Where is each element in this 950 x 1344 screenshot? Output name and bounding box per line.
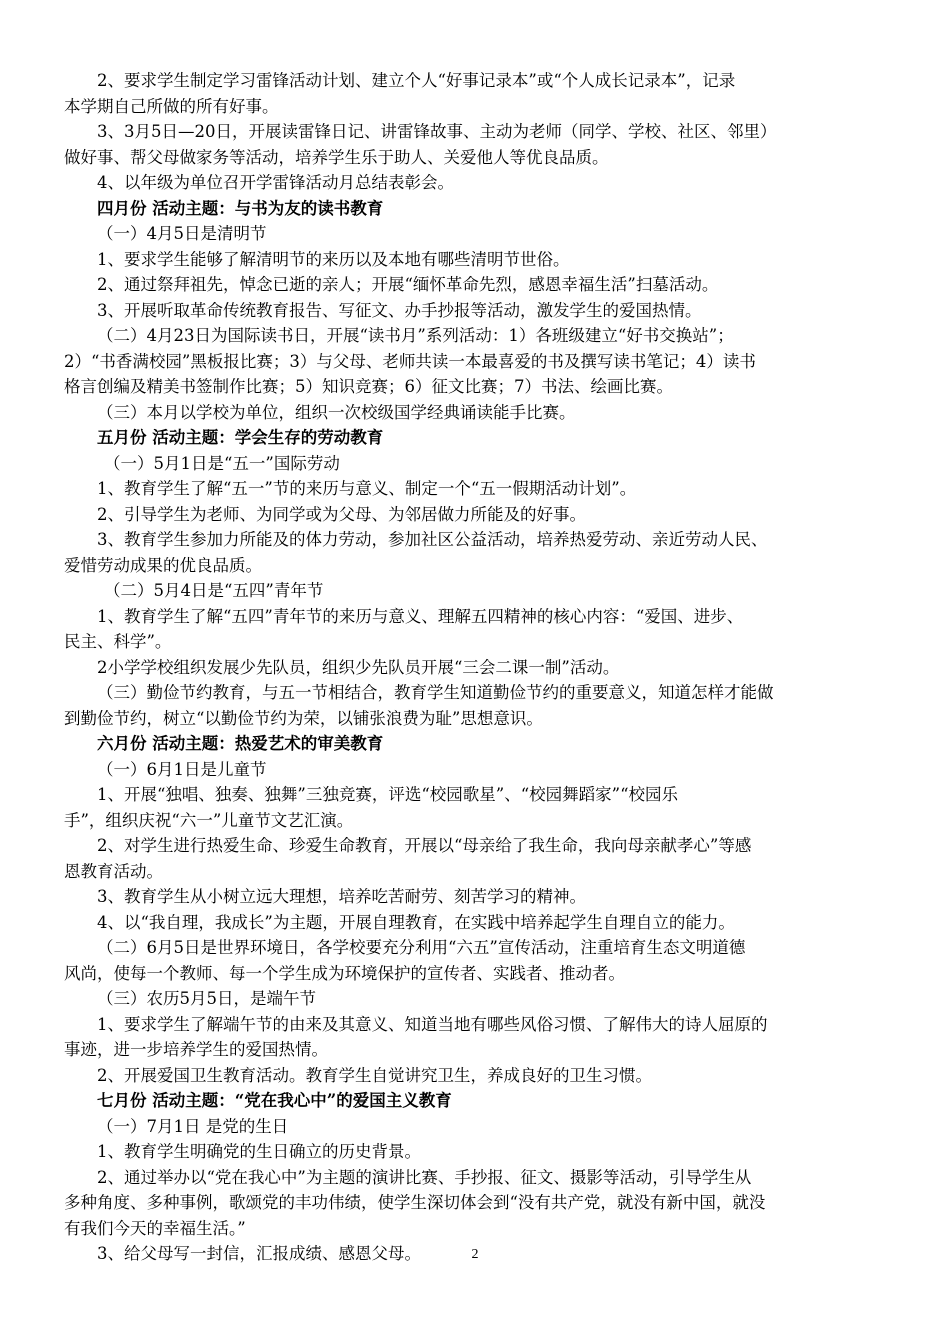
text-line: （二）5月4日是“五四”青年节 <box>104 581 324 600</box>
text-line: （一）6月1日是儿童节 <box>97 759 267 779</box>
text-line: （三）勤俭节约教育，与五一节相结合，教育学生知道勤俭节约的重要意义，知道怎样才能做 <box>97 683 774 702</box>
document-body <box>64 68 888 1267</box>
text-line: （二）6月5日是世界环境日，各学校要充分利用“六五”宣传活动，注重培育生态文明道德 <box>97 938 746 957</box>
section-heading: 四月份 活动主题：与书为友的读书教育 <box>97 198 384 218</box>
section-heading: 五月份 活动主题：学会生存的劳动教育 <box>97 428 384 447</box>
text-line: 2、通过举办以“党在我心中”为主题的演讲比赛、手抄报、征文、摄影等活动，引导学生从 <box>97 1167 752 1187</box>
text-line: 做好事、帮父母做家务等活动，培养学生乐于助人、关爱他人等优良品质。 <box>64 147 609 167</box>
text-line: （一）7月1日 是党的生日 <box>97 1116 289 1136</box>
text-line: 爱惜劳动成果的优良品质。 <box>64 555 262 575</box>
text-line: 2、通过祭拜祖先，悼念已逝的亲人；开展“缅怀革命先烈，感恩幸福生活”扫墓活动。 <box>97 275 719 294</box>
text-line: 1、教育学生明确党的生日确立的历史背景。 <box>97 1142 421 1161</box>
text-line: 有我们今天的幸福生活。” <box>64 1218 246 1238</box>
text-line: （三）农历5月5日，是端午节 <box>97 989 316 1008</box>
text-line: （一）4月5日是清明节 <box>97 224 267 243</box>
text-line: （一）5月1日是“五一”国际劳动 <box>104 453 340 473</box>
text-line: 恩教育活动。 <box>64 861 163 881</box>
text-line: 2）“书香满校园”黑板报比赛；3）与父母、老师共读一本最喜爱的书及撰写读书笔记；4）读书 <box>64 351 756 371</box>
text-line: 事迹，进一步培养学生的爱国热情。 <box>64 1040 328 1059</box>
text-line: 2、开展爱国卫生教育活动。教育学生自觉讲究卫生，养成良好的卫生习惯。 <box>97 1065 652 1085</box>
text-line: 1、教育学生了解“五四”青年节的来历与意义、理解五四精神的核心内容：“爱国、进步、 <box>97 606 744 626</box>
text-line: 本学期自己所做的所有好事。 <box>64 96 279 116</box>
text-line: 民主、科学”。 <box>64 632 172 651</box>
text-line: （三）本月以学校为单位，组织一次校级国学经典诵读能手比赛。 <box>97 402 576 422</box>
text-line: 3、3月5日—20日，开展读雷锋日记、讲雷锋故事、主动为老师（同学、学校、社区、邻里） <box>97 122 777 141</box>
text-line: （二）4月23日为国际读书日，开展“读书月”系列活动：1）各班级建立“好书交换站”； <box>97 326 734 345</box>
text-line: 多种角度、多种事例，歌颂党的丰功伟绩，使学生深切体会到“没有共产党，就没有新中国，就没 <box>64 1193 766 1212</box>
text-line: 1、教育学生了解“五一”节的来历与意义、制定一个“五一假期活动计划”。 <box>97 479 637 498</box>
text-line: 1、开展“独唱、独奏、独舞”三独竞赛，评选“校园歌星”、“校园舞蹈家”“校园乐 <box>97 785 679 804</box>
text-line: 手”，组织庆祝“六一”儿童节文艺汇演。 <box>64 810 354 830</box>
text-line: 3、教育学生参加力所能及的体力劳动，参加社区公益活动，培养热爱劳动、亲近劳动人民、 <box>97 530 768 549</box>
section-heading: 七月份 活动主题：“党在我心中”的爱国主义教育 <box>97 1091 452 1110</box>
page-number: 2 <box>471 1247 479 1262</box>
text-line: 2、对学生进行热爱生命、珍爱生命教育，开展以“母亲给了我生命，我向母亲献孝心”等感 <box>97 836 752 855</box>
text-line: 2、要求学生制定学习雷锋活动计划、建立个人“好事记录本”或“个人成长记录本”，记录 <box>97 71 736 90</box>
text-line: 1、要求学生了解端午节的由来及其意义、知道当地有哪些风俗习惯、了解伟大的诗人屈原的 <box>97 1014 768 1034</box>
text-line: 3、教育学生从小树立远大理想，培养吃苦耐劳、刻苦学习的精神。 <box>97 887 586 906</box>
text-line: 1、要求学生能够了解清明节的来历以及本地有哪些清明节世俗。 <box>97 249 570 269</box>
text-line: 3、给父母写一封信，汇报成绩、感恩父母。 <box>97 1244 421 1263</box>
text-line: 2小学学校组织发展少先队员，组织少先队员开展“三会二课一制”活动。 <box>97 657 620 677</box>
text-line: 到勤俭节约，树立“以勤俭节约为荣，以铺张浪费为耻”思想意识。 <box>64 708 543 728</box>
text-line: 风尚，使每一个教师、每一个学生成为环境保护的宣传者、实践者、推动者。 <box>64 963 625 983</box>
text-line: 4、以“我自理，我成长”为主题，开展自理教育，在实践中培养起学生自理自立的能力。 <box>97 912 735 932</box>
section-heading: 六月份 活动主题：热爱艺术的审美教育 <box>97 734 384 753</box>
text-line: 2、引导学生为老师、为同学或为父母、为邻居做力所能及的好事。 <box>97 504 586 524</box>
text-line: 格言创编及精美书签制作比赛；5）知识竞赛；6）征文比赛；7）书法、绘画比赛。 <box>64 377 673 396</box>
text-line: 3、开展听取革命传统教育报告、写征文、办手抄报等活动，激发学生的爱国热情。 <box>97 300 702 320</box>
text-line: 4、以年级为单位召开学雷锋活动月总结表彰会。 <box>97 173 454 192</box>
